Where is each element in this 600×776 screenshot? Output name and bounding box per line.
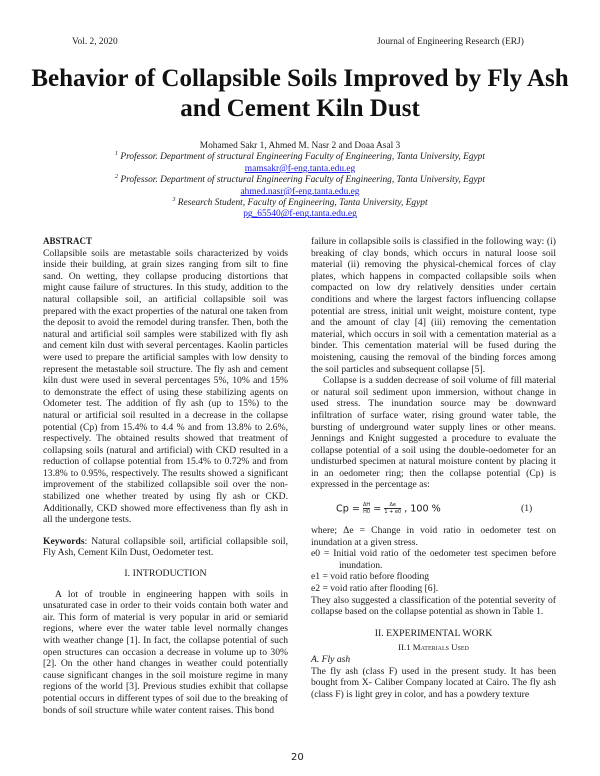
page-number: 20 — [291, 752, 304, 763]
section-heading: II. EXPERIMENTAL WORK — [374, 627, 493, 639]
right-column — [311, 236, 556, 700]
paragraph: The fly ash (class F) used in the present study. It has been bought from X- Caliber Company located at Cairo. The fly ash (class F) is light grey in color, and has a powdery texture — [311, 665, 556, 700]
author-list: Mohamed Sakr 1, Ahmed M. Nasr 2 and Doaa Asal 3 — [199, 141, 401, 151]
paragraph: They also suggested a classification of the potential severity of collapse based on the collapse potential as shown in Table 1. — [311, 594, 556, 618]
intro-heading: I. INTRODUCTION — [124, 568, 207, 580]
abstract-heading: ABSTRACT — [43, 236, 93, 246]
volume-label: Vol. 2, 2020 — [72, 37, 118, 47]
affiliation: $^1$ Professor. Department of structural Engineering Faculty of Engineering, Tanta University, Egypt — [115, 151, 485, 163]
affiliation: $^3$ Research Student, Faculty of Engineering, Tanta University, Egypt — [172, 196, 428, 209]
intro-paragraph: A lot of trouble in engineering happen with soils in unsaturated case in order to their voids contain both water and air. This form of material is very popular in arid or semiarid regions, where ever the water table level normally changes with weather change [1]. In fact, the collapse potential of such open structures can occasion a decrease in volume up to 30% [2]. On the other hand changes in weather could potentially cause significant changes in the soil moisture regime in many regions of the world [3]. Previous studies exhibit that collapse potential occurs in different types of soil due to the breaking of bonds of soil structure while water content raises. This bond — [43, 588, 288, 716]
paragraph: Collapse is a sudden decrease of soil volume of fill material or natural soil sediment upon immersion, without change in used stress. The inundation source may be downward infiltration of surface water, rising ground water table, the bursting of underground water supply lines or other means. Jennings and Knight suggested a procedure to evaluate the collapse potential of a soil using the double-oedometer for an undisturbed specimen at natural moisture content by placing it in an oedometer ring; then the collapse potential (Cp) is expressed in the percentage as: — [311, 375, 556, 491]
subsubsection-heading: A. Fly ash — [311, 654, 351, 665]
definition: e0 = Initial void ratio of the oedometer test specimen before inundation. — [311, 548, 556, 571]
email-link[interactable]: ahmed.nasr@f-eng.tanta.edu.eg — [240, 186, 360, 197]
paragraph: failure in collapsible soils is classified in the following way: (i) breaking of clay bonds, which occurs in natural loose soil material (ii) removing the physical-chemical forces of clay plates, which happens in compacted collapsible soils when compacted on low dry relatively densities under certain conditions and where the largest factors influencing collapse potential are stress, initial unit weight, moisture content, type and the amount of clay [4] (iii) removing the cementation material, which occurs in soil with a cementation material as a binder. This cementation material will be fused during the moistening, causing the removal of the binding forces among the soil particles and subsequent collapse [5]. — [311, 236, 556, 375]
title-line: and Cement Kiln Dust — [180, 95, 420, 122]
authors-block — [30, 141, 570, 221]
journal-name: Journal of Engineering Research (ERJ) — [377, 37, 524, 47]
subsection-heading: II.1 Materials Used — [398, 642, 469, 653]
definition: where; Δe = Change in void ratio in oedometer test on inundation at a given stress. — [311, 525, 556, 548]
abstract-text: Collapsible soils are metastable soils characterized by voids inside their building, at grain sizes ranging from silt to fine sand. On wetting, they collapse producing distortions that might cause failure of structures. In this study, addition to the natural collapsible soil, an artificial collapsible soil was prepared with the exact properties of the natural one taken from the deposit to avoid the remodel during transfer. Then, both the natural and artificial soil samples were stabilized with fly ash and cement kiln dust with several percentages. Kaolin particles were used to prepare the artificial samples with low density to represent the metastable soil structure. The fly ash and cement kiln dust were used in several percentages 5%, 10% and 15% to demonstrate the effect of using these stabilizing agents on Odometer test. The addition of fly ash (up to 15%) to the natural or artificial soil resulted in a decrease in the collapse potential (Cp) from 15.4% to 4.4 % and from 13.8% to 2.6%, respectively. The obtained results showed that treatment of collapsing soils (natural and artificial) with CKD resulted in a reduction of collapse potential from 15.4% to 0.72% and from 13.8% to 0.95%, respectively. The results showed a significant improvement of the stabilized collapsible soil over the non-stabilized one whether treated by using fly ash or CKD. Additionally, CKD showed more effectiveness than fly ash in all the undergone tests. — [43, 247, 288, 526]
definition: e2 = void ratio after flooding [6]. — [311, 583, 439, 595]
email-link[interactable]: mamsakr@f-eng.tanta.edu.eg — [244, 163, 356, 174]
keywords: Keywords: Natural collapsible soil, artificial collapsible soil, Fly Ash, Cement Kiln Dust, Oedometer test. — [43, 535, 288, 559]
affiliation: $^2$ Professor. Department of structural Engineering Faculty of Engineering, Tanta University, Egypt — [115, 174, 485, 186]
left-column — [43, 236, 288, 716]
equation-1 — [311, 495, 556, 525]
equation-number: (1) — [521, 503, 533, 515]
email-link[interactable]: pg_65540@f-eng.tanta.edu.eg — [243, 209, 357, 220]
paper-title — [30, 64, 570, 124]
definition: e1 = void ratio before flooding — [311, 571, 430, 583]
equation-body: Cp = $\frac{\Delta H}{H0}$ = $\frac{\Delta e}{1 + e0}$ , 100 % — [336, 502, 441, 516]
title-line: Behavior of Collapsible Soils Improved by Fly Ash — [31, 65, 569, 92]
